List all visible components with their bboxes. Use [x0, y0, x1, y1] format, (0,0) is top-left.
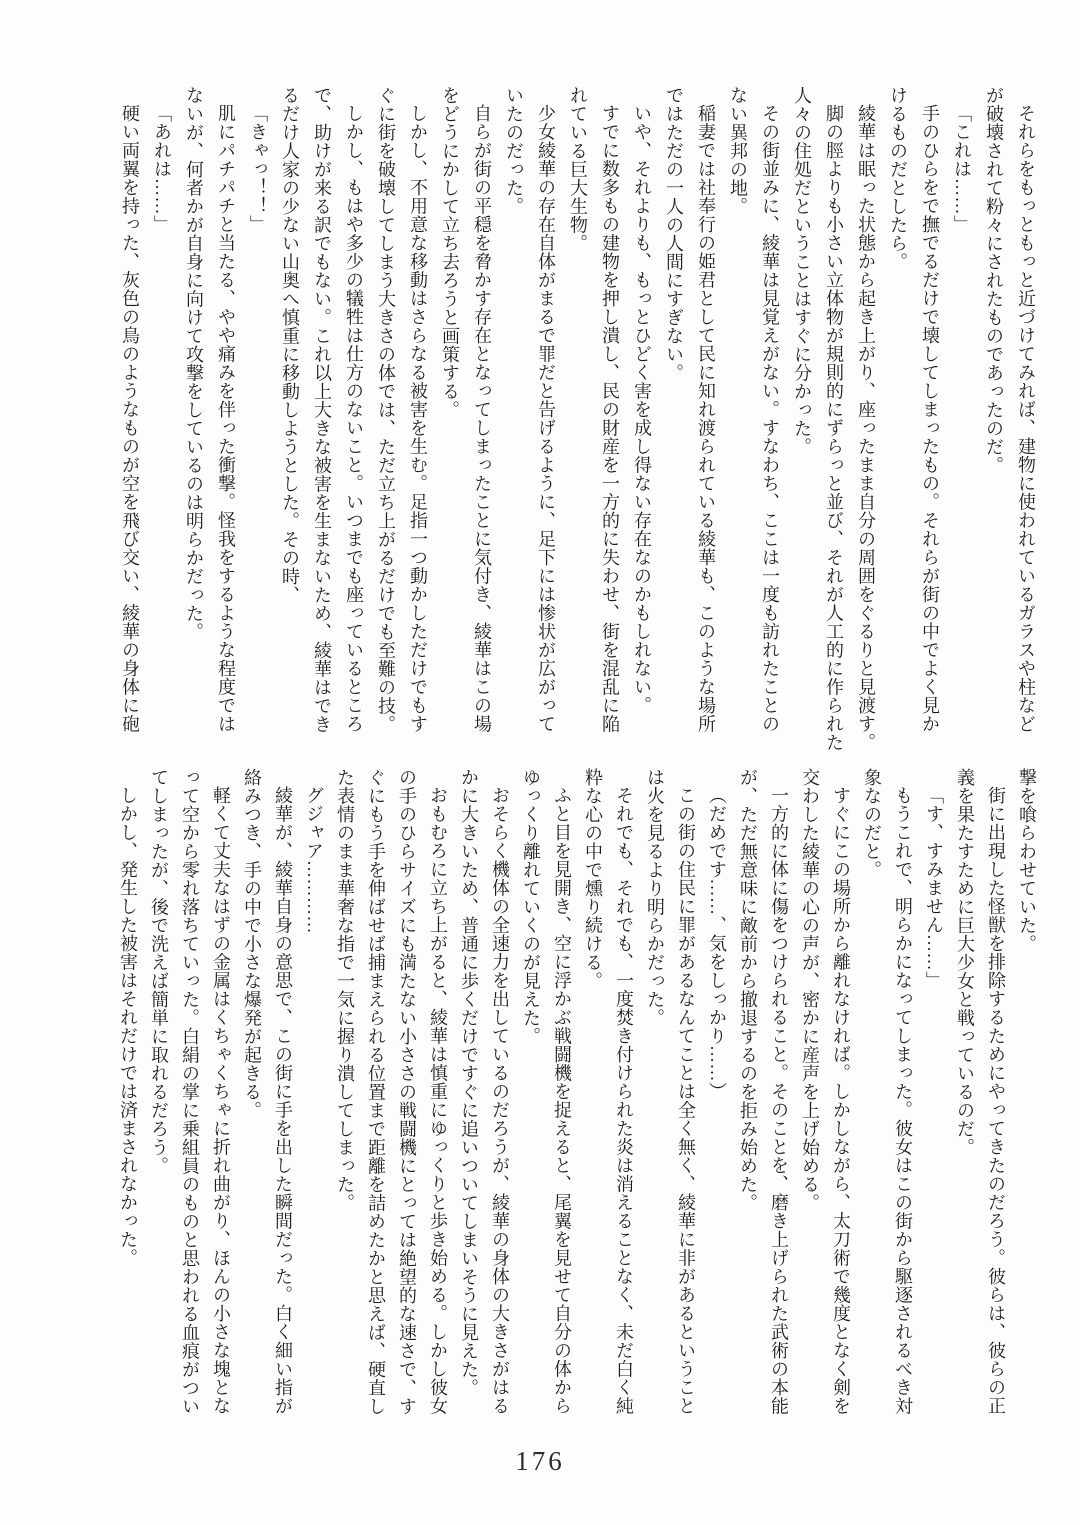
text-column: 象なのだと。	[862, 768, 882, 879]
text-column: すでに数多もの建物を押し潰し、民の財産を一方的に失わせ、街を混乱に陥	[600, 104, 620, 733]
text-column: おそらく機体の全速力を出しているのだろうが、綾華の身体の大きさがはる	[490, 786, 510, 1415]
text-column: （だめです……、気をしっかり……）	[707, 786, 727, 1101]
text-block-bottom	[112, 768, 1042, 1432]
text-column: この街の住民に罪があるなんてことは全く無く、綾華に非があるということ	[676, 786, 696, 1415]
text-column: 稲妻では社奉行の姫君として民に知れ渡られている綾華も、このような場所	[696, 104, 716, 733]
text-column: 「きゃっ！！」	[248, 104, 268, 234]
text-column: すぐにこの場所から離れなければ。しかしながら、太刀術で幾度となく剣を	[831, 786, 851, 1415]
text-column: ない異邦の地。	[728, 86, 748, 216]
text-column: が、ただ無意味に敵前から撤退するのを拒み始めた。	[738, 768, 758, 1212]
page-number: 176	[515, 1446, 565, 1476]
text-column: いや、それよりも、もっとひどく害を成し得ない存在なのかもしれない。	[632, 104, 652, 715]
text-column: 手のひらをで撫でるだけで壊してしまったもの。それらが街の中でよく見か	[920, 104, 940, 733]
text-column: ではただの一人の人間にすぎない。	[664, 86, 684, 382]
text-column: ふと目を見開き、空に浮かぶ戦闘機を捉えると、尾翼を見せて自分の体から	[552, 786, 572, 1415]
text-column: 肌にパチパチと当たる、やや痛みを伴った衝撃。怪我をするような程度では	[216, 104, 236, 733]
text-column: もうこれで、明らかになってしまった。彼女はこの街から駆逐されるべき対	[893, 786, 913, 1415]
text-column: た表情のまま華奢な指で一気に握り潰してしまった。	[335, 768, 355, 1212]
text-column: 絡みつき、手の中で小さな爆発が起きる。	[242, 768, 262, 1120]
text-column: それでも、それでも、一度焚き付けられた炎は消えることなく、未だ白く純	[614, 786, 634, 1415]
text-column: 「あれは……」	[152, 104, 172, 234]
text-column: 脚の脛よりも小さい立体物が規則的にずらっと並び、それが人工的に作られた	[824, 104, 844, 752]
text-column: 「これは……」	[952, 104, 972, 234]
text-column: 粋な心の中で燻り続ける。	[583, 768, 603, 990]
text-column: 少女綾華の存在自体がまるで罪だと告げるように、足下には惨状が広がって	[536, 104, 556, 733]
text-column: てしまったが、後で洗えば簡単に取れるだろう。	[149, 768, 169, 1175]
text-block-top	[114, 86, 1042, 752]
text-column: が破壊されて粉々にされたものであったのだ。	[984, 86, 1004, 475]
text-column: 人々の住処だということはすぐに分かった。	[792, 86, 812, 456]
text-column: 硬い両翼を持った、灰色の鳥のようなものが空を飛び交い、綾華の身体に砲	[120, 104, 140, 733]
text-column: 「す、すみません……」	[924, 786, 944, 990]
text-column: ないが、何者かが自身に向けて攻撃をしているのは明らかだった。	[184, 86, 204, 641]
text-column: れている巨大生物。	[568, 86, 588, 253]
text-column: けるものだとしたら。	[888, 86, 908, 271]
text-column: 綾華は眠った状態から起き上がり、座ったまま自分の周囲をぐるりと見渡す。	[856, 104, 876, 752]
text-column: 撃を喰らわせていた。	[1017, 768, 1037, 953]
text-column: しかし、発生した被害はそれだけでは済まされなかった。	[118, 786, 138, 1267]
text-column: 街に出現した怪獣を排除するためにやってきたのだろう。彼らは、彼らの正	[986, 786, 1006, 1415]
text-column: で、助けが来る訳でもない。これ以上大きな被害を生まないため、綾華はでき	[312, 86, 332, 734]
text-column: いたのだった。	[504, 86, 524, 216]
text-column: おもむろに立ち上がると、綾華は慎重にゆっくりと歩き始める。しかし彼女	[428, 786, 448, 1415]
text-column: って空から零れ落ちていった。白絹の掌に乗組員のものと思われる血痕がつい	[180, 768, 200, 1416]
text-column: の手のひらサイズにも満たない小ささの戦闘機にとっては絶望的な速さで、す	[397, 768, 417, 1416]
text-column: 自らが街の平穏を脅かす存在となってしまったことに気付き、綾華はこの場	[472, 104, 492, 733]
text-column: その街並みに、綾華は見覚えがない。すなわち、ここは一度も訪れたことの	[760, 104, 780, 733]
text-column: 一方的に体に傷をつけられること。そのことを、磨き上げられた武術の本能	[769, 786, 789, 1415]
text-column: 交わした綾華の心の声が、密かに産声を上げ始める。	[800, 768, 820, 1212]
text-column: ぐに街を破壊してしまう大きさの体では、ただ立ち上がるだけでも至難の技。	[376, 86, 396, 734]
text-column: ぐにもう手を伸ばせば捕まえられる位置まで距離を詰めたかと思えば、硬直し	[366, 768, 386, 1416]
text-column: ゆっくり離れていくのが見えた。	[521, 768, 541, 1046]
text-column: しかし、もはや多少の犠牲は仕方のないこと。いつまでも座っているところ	[344, 104, 364, 733]
text-column: は火を見るより明らかだった。	[645, 768, 665, 1027]
text-column: グジャア…………	[304, 786, 324, 934]
text-column: 義を果たすために巨大少女と戦っているのだ。	[955, 768, 975, 1157]
text-column: かに大きいため、普通に歩くだけですぐに追いついてしまいそうに見えた。	[459, 768, 479, 1397]
text-column: をどうにかして立ち去ろうと画策する。	[440, 86, 460, 419]
text-column: しかし、不用意な移動はさらなる被害を生む。足指一つ動かしただけでもす	[408, 104, 428, 733]
text-column: 綾華が、綾華自身の意思で、この街に手を出した瞬間だった。白く細い指が	[273, 786, 293, 1415]
text-column: それらをもっともっと近づけてみれば、建物に使われているガラスや柱など	[1016, 104, 1036, 733]
text-column: 軽くて丈夫なはずの金属はくちゃくちゃに折れ曲がり、ほんの小さな塊とな	[211, 786, 231, 1415]
text-column: るだけ人家の少ない山奥へ慎重に移動しようとした。その時、	[280, 86, 300, 604]
